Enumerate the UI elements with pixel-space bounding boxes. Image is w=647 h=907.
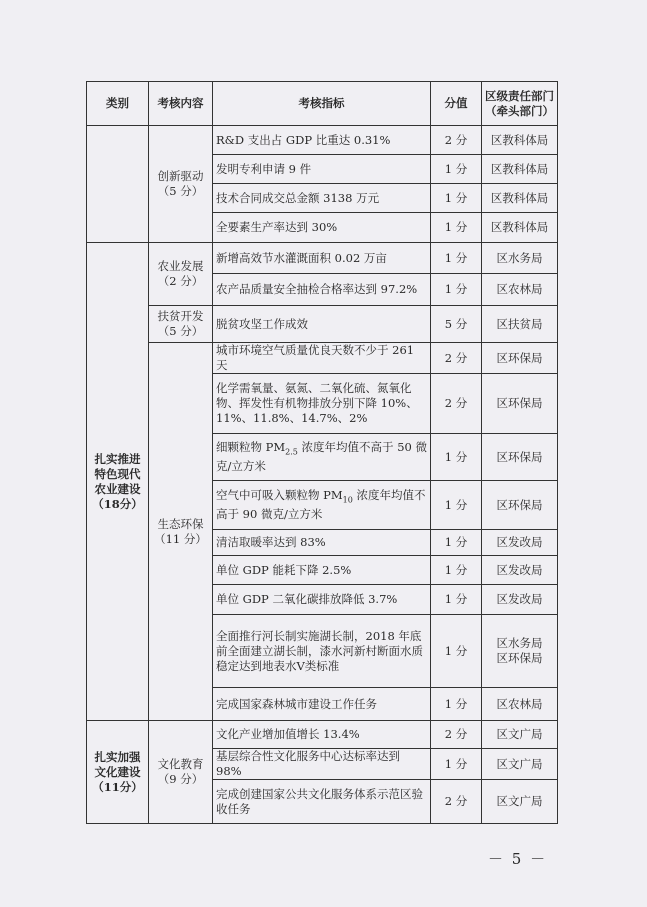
indicator-cell: 单位 GDP 能耗下降 2.5% [213, 556, 431, 585]
dept-cell: 区发改局 [482, 585, 558, 615]
dept-cell: 区文广局 [482, 721, 558, 749]
table-row [87, 343, 558, 374]
dept-cell: 区文广局 [482, 749, 558, 780]
category-line: 扎实加强 [94, 749, 141, 764]
category-line: （11分） [92, 779, 143, 794]
content-score: （5 分） [157, 324, 204, 338]
header-dept [482, 82, 558, 126]
header-dept-line2: （牵头部门） [485, 103, 554, 118]
dept-cell: 区环保局 [482, 374, 558, 434]
content-label: 创新驱动 [157, 169, 204, 183]
category-line: 文化建设 [94, 764, 141, 779]
indicator-subscript: 2.5 [285, 447, 298, 457]
content-score: （9 分） [157, 772, 204, 786]
indicator-cell: 基层综合性文化服务中心达标率达到 98% [213, 749, 431, 780]
score-cell: 2 分 [431, 343, 482, 374]
category-line: 农业建设 [94, 481, 141, 496]
indicator-cell [213, 434, 431, 481]
indicator-text: 浓度年均值不高于 90 微克/立方米 [216, 487, 426, 522]
indicator-cell: 脱贫攻坚工作成效 [213, 306, 431, 343]
category-cell-empty [87, 126, 149, 243]
indicator-cell: 单位 GDP 二氧化碳排放降低 3.7% [213, 585, 431, 615]
indicator-cell: 农产品质量安全抽检合格率达到 97.2% [213, 274, 431, 306]
content-label: 生态环保 [157, 516, 204, 531]
score-cell: 1 分 [431, 481, 482, 530]
category-line: 扎实推进 [94, 451, 141, 466]
dept-cell: 区扶贫局 [482, 306, 558, 343]
score-cell: 2 分 [431, 780, 482, 824]
indicator-subscript: 10 [342, 495, 353, 505]
dept-cell: 区发改局 [482, 530, 558, 556]
score-cell: 1 分 [431, 184, 482, 213]
indicator-cell: 发明专利申请 9 件 [213, 155, 431, 184]
dept-line: 区水务局 [496, 636, 543, 650]
score-cell: 2 分 [431, 721, 482, 749]
indicator-cell [213, 481, 431, 530]
score-cell: 2 分 [431, 126, 482, 155]
table-row [87, 126, 558, 155]
score-cell: 1 分 [431, 213, 482, 243]
score-cell: 1 分 [431, 688, 482, 721]
table-header-row [87, 82, 558, 126]
content-label: 文化教育 [157, 757, 204, 771]
score-cell: 1 分 [431, 243, 482, 274]
page-number: － 5 － [488, 850, 548, 868]
indicator-cell: 技术合同成交总金额 3138 万元 [213, 184, 431, 213]
score-cell: 2 分 [431, 374, 482, 434]
category-line: （18分） [92, 496, 143, 511]
score-cell: 1 分 [431, 585, 482, 615]
score-cell: 1 分 [431, 155, 482, 184]
table-row [87, 306, 558, 343]
content-cell-innovation [149, 126, 213, 243]
assessment-table [86, 81, 558, 824]
header-content: 考核内容 [149, 82, 213, 126]
score-cell: 1 分 [431, 615, 482, 688]
score-cell: 1 分 [431, 556, 482, 585]
indicator-cell: 完成创建国家公共文化服务体系示范区验收任务 [213, 780, 431, 824]
indicator-text: 空气中可吸入颗粒物 PM [216, 487, 343, 502]
content-score: （2 分） [157, 274, 204, 288]
dept-cell: 区农林局 [482, 274, 558, 306]
dept-cell: 区教科体局 [482, 184, 558, 213]
table-row [87, 721, 558, 749]
indicator-cell: 城市环境空气质量优良天数不少于 261 天 [213, 343, 431, 374]
header-dept-line1: 区级责任部门 [485, 88, 554, 103]
dept-cell: 区教科体局 [482, 155, 558, 184]
header-category: 类别 [87, 82, 149, 126]
content-score: （5 分） [157, 184, 204, 198]
dept-cell: 区水务局 [482, 243, 558, 274]
dept-cell: 区环保局 [482, 434, 558, 481]
table-row [87, 243, 558, 274]
category-cell-culture [87, 721, 149, 824]
indicator-cell: 清洁取暖率达到 83% [213, 530, 431, 556]
content-label: 农业发展 [157, 259, 204, 273]
indicator-cell: 文化产业增加值增长 13.4% [213, 721, 431, 749]
content-cell-poverty [149, 306, 213, 343]
dept-cell: 区文广局 [482, 780, 558, 824]
content-cell-culture [149, 721, 213, 824]
dept-cell [482, 615, 558, 688]
dept-cell: 区教科体局 [482, 213, 558, 243]
content-cell-agriculture [149, 243, 213, 306]
indicator-cell: 新增高效节水灌溉面积 0.02 万亩 [213, 243, 431, 274]
dept-cell: 区农林局 [482, 688, 558, 721]
indicator-cell: 全要素生产率达到 30% [213, 213, 431, 243]
content-cell-ecology [149, 343, 213, 721]
dept-cell: 区环保局 [482, 343, 558, 374]
content-score: （11 分） [154, 531, 207, 546]
indicator-cell: 化学需氧量、氨氮、二氧化硫、氮氧化物、挥发性有机物排放分别下降 10%、11%、11.8%、14.7%、2% [213, 374, 431, 434]
indicator-cell: R&D 支出占 GDP 比重达 0.31% [213, 126, 431, 155]
indicator-cell: 全面推行河长制实施湖长制，2018 年底前全面建立湖长制，漆水河新村断面水质稳定达到地表水Ⅴ类标准 [213, 615, 431, 688]
indicator-cell: 完成国家森林城市建设工作任务 [213, 688, 431, 721]
score-cell: 1 分 [431, 434, 482, 481]
category-line: 特色现代 [94, 466, 141, 481]
dept-cell: 区发改局 [482, 556, 558, 585]
header-score: 分值 [431, 82, 482, 126]
score-cell: 5 分 [431, 306, 482, 343]
dept-line: 区环保局 [496, 651, 543, 665]
content-label: 扶贫开发 [157, 309, 204, 323]
score-cell: 1 分 [431, 749, 482, 780]
indicator-text: 细颗粒物 PM [216, 439, 286, 454]
category-cell-agriculture [87, 243, 149, 721]
score-cell: 1 分 [431, 530, 482, 556]
dept-cell: 区环保局 [482, 481, 558, 530]
indicator-text: 浓度年均值不高于 50 微克/立方米 [216, 439, 428, 474]
score-cell: 1 分 [431, 274, 482, 306]
dept-cell: 区教科体局 [482, 126, 558, 155]
header-indicator: 考核指标 [213, 82, 431, 126]
